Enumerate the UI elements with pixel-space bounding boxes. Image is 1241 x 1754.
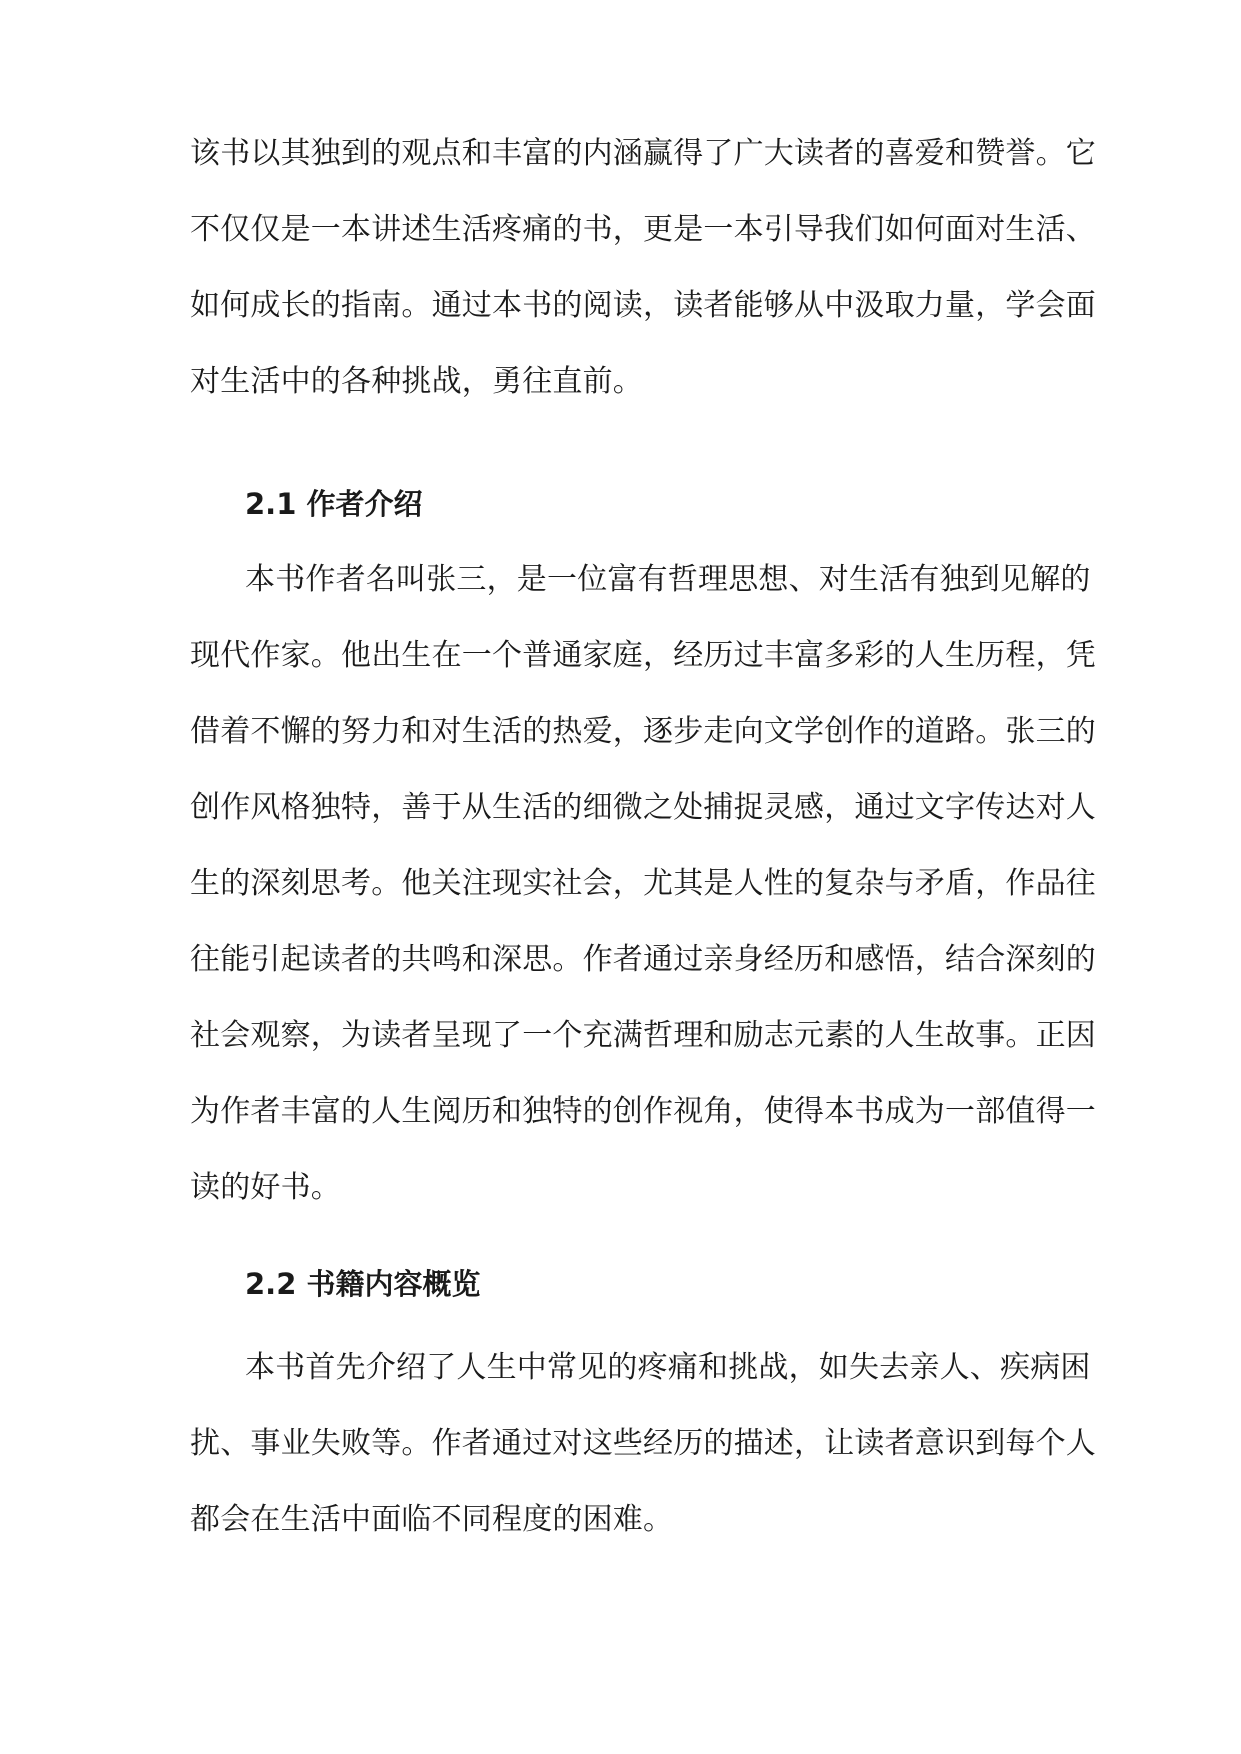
paragraph-line: 为作者丰富的人生阅历和独特的创作视角，使得本书成为一部值得一 [190,1094,1096,1129]
paragraph-line: 借着不懈的努力和对生活的热爱，逐步走向文学创作的道路。张三的 [190,714,1096,749]
paragraph-line: 如何成长的指南。通过本书的阅读，读者能够从中汲取力量，学会面 [190,288,1096,323]
paragraph-line: 都会在生活中面临不同程度的困难。 [190,1502,674,1537]
paragraph-line: 生的深刻思考。他关注现实社会，尤其是人性的复杂与矛盾，作品往 [190,866,1096,901]
paragraph-line: 往能引起读者的共鸣和深思。作者通过亲身经历和感悟，结合深刻的 [190,942,1096,977]
paragraph-line: 现代作家。他出生在一个普通家庭，经历过丰富多彩的人生历程，凭 [190,638,1096,673]
paragraph-line: 扰、事业失败等。作者通过对这些经历的描述，让读者意识到每个人 [190,1426,1096,1461]
paragraph-line: 社会观察，为读者呈现了一个充满哲理和励志元素的人生故事。正因 [190,1018,1096,1053]
paragraph-line: 该书以其独到的观点和丰富的内涵赢得了广大读者的喜爱和赞誉。它 [190,136,1096,171]
paragraph-line: 对生活中的各种挑战，勇往直前。 [190,364,643,399]
paragraph-line: 不仅仅是一本讲述生活疼痛的书，更是一本引导我们如何面对生活、 [190,212,1096,247]
paragraph-line: 本书作者名叫张三，是一位富有哲理思想、对生活有独到见解的 [245,562,1091,597]
paragraph-line: 本书首先介绍了人生中常见的疼痛和挑战，如失去亲人、疾病困 [245,1350,1091,1385]
section-heading-2-1: 2.1 作者介绍 [245,487,423,521]
paragraph-line: 创作风格独特，善于从生活的细微之处捕捉灵感，通过文字传达对人 [190,790,1096,825]
section-heading-2-2: 2.2 书籍内容概览 [245,1267,481,1301]
paragraph-line: 读的好书。 [190,1170,341,1205]
